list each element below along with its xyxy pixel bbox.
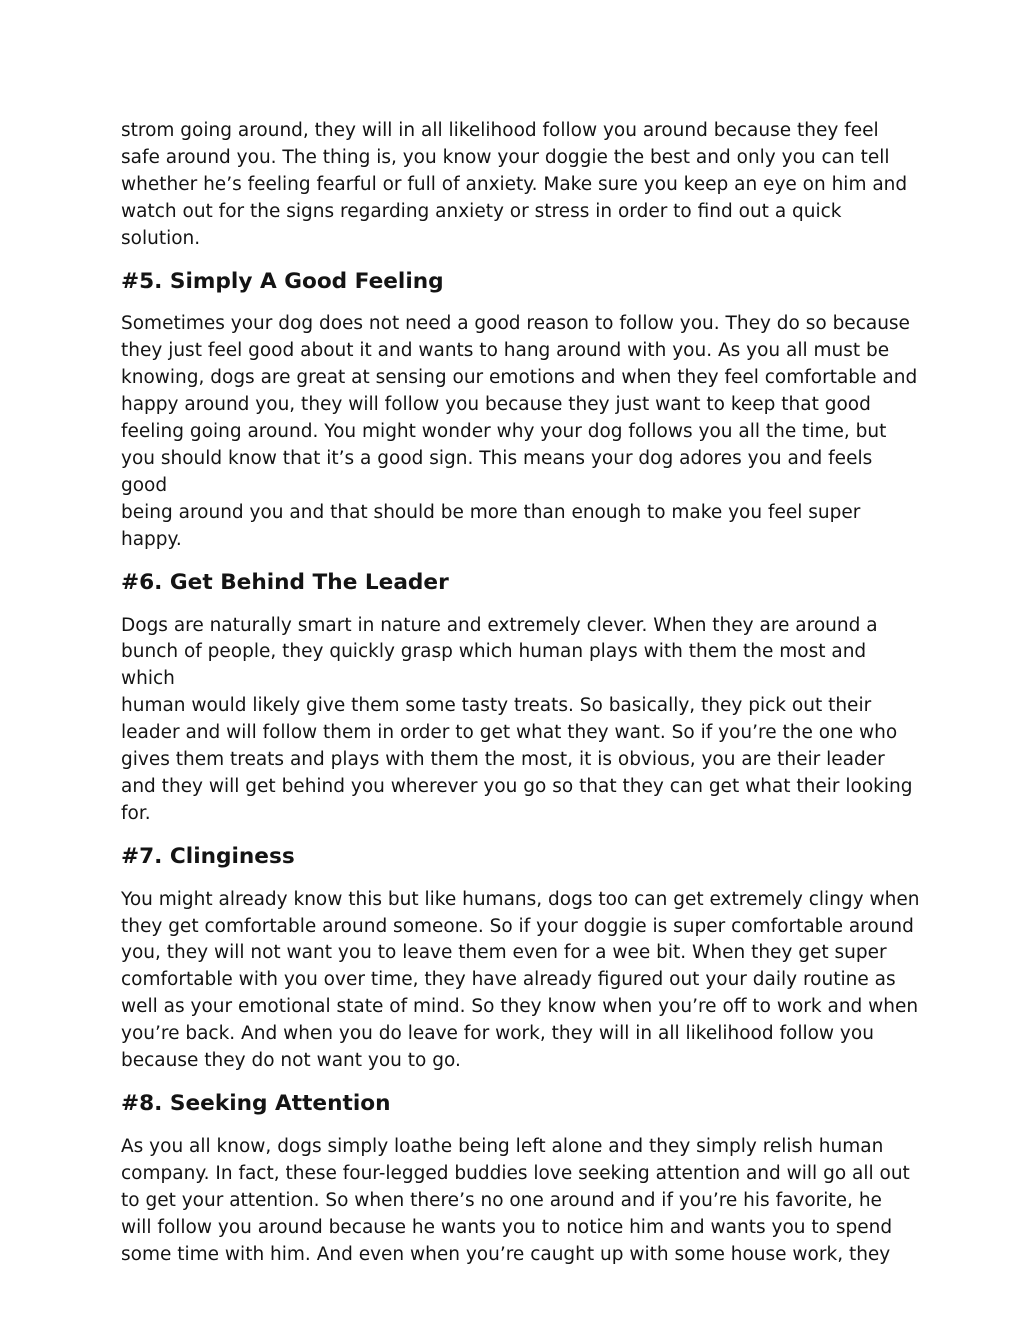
section-heading-6: #6. Get Behind The Leader (121, 569, 449, 595)
section-body-8: As you all know, dogs simply loathe being left alone and they simply relish human company. In fact, these four-legged buddies love seeking attention and will go all out to get your attention. So when there’s no one around and if you’re his favorite, he will follow you around because he wants you to notice him and wants you to spend some time with him. And even when you’re caught up with some house work, they (121, 1135, 910, 1265)
section-body-7: You might already know this but like humans, dogs too can get extremely clingy when they get comfortable around someone. So if your doggie is super comfortable around you, they will not want you to leave them even for a wee bit. When they get super comfortable with you over time, they have already figured out your daily routine as well as your emotional state of mind. So they know when you’re off to work and when you’re back. And when you do leave for work, they will in all likelihood follow you because they do not want you to go. (121, 888, 920, 1072)
document-page (121, 118, 921, 1284)
section-heading-5: #5. Simply A Good Feeling (121, 268, 444, 294)
intro-paragraph: strom going around, they will in all likelihood follow you around because they feel safe around you. The thing is, you know your doggie the best and only you can tell whether he’s feeling fearful or full of anxiety. Make sure you keep an eye on him and watch out for the signs regarding anxiety or stress in order to find out a quick solution. (121, 120, 908, 249)
section-heading-7: #7. Clinginess (121, 843, 295, 869)
section-body-6: Dogs are naturally smart in nature and extremely clever. When they are around a bunch of people, they quickly grasp which human plays with them the most and which human would likely give them some tasty treats. So basically, they pick out their leader and will follow them in order to get what they want. So if you’re the one who gives them treats and plays with them the most, it is obvious, you are their leader and they will get behind you wherever you go so that they can get what their looking for. (121, 614, 913, 824)
section-heading-8: #8. Seeking Attention (121, 1091, 391, 1116)
section-body-5: Sometimes your dog does not need a good reason to follow you. They do so because they just feel good about it and wants to hang around with you. As you all must be knowing, dogs are great at sensing our emotions and when they feel comfortable and happy around you, they will follow you because they just want to keep that good feeling going around. You might wonder why your dog follows you all the time, but you should know that it’s a good sign. This means your dog adores you and feels good being around you and that should be more than enough to make you feel super happy. (121, 313, 918, 550)
